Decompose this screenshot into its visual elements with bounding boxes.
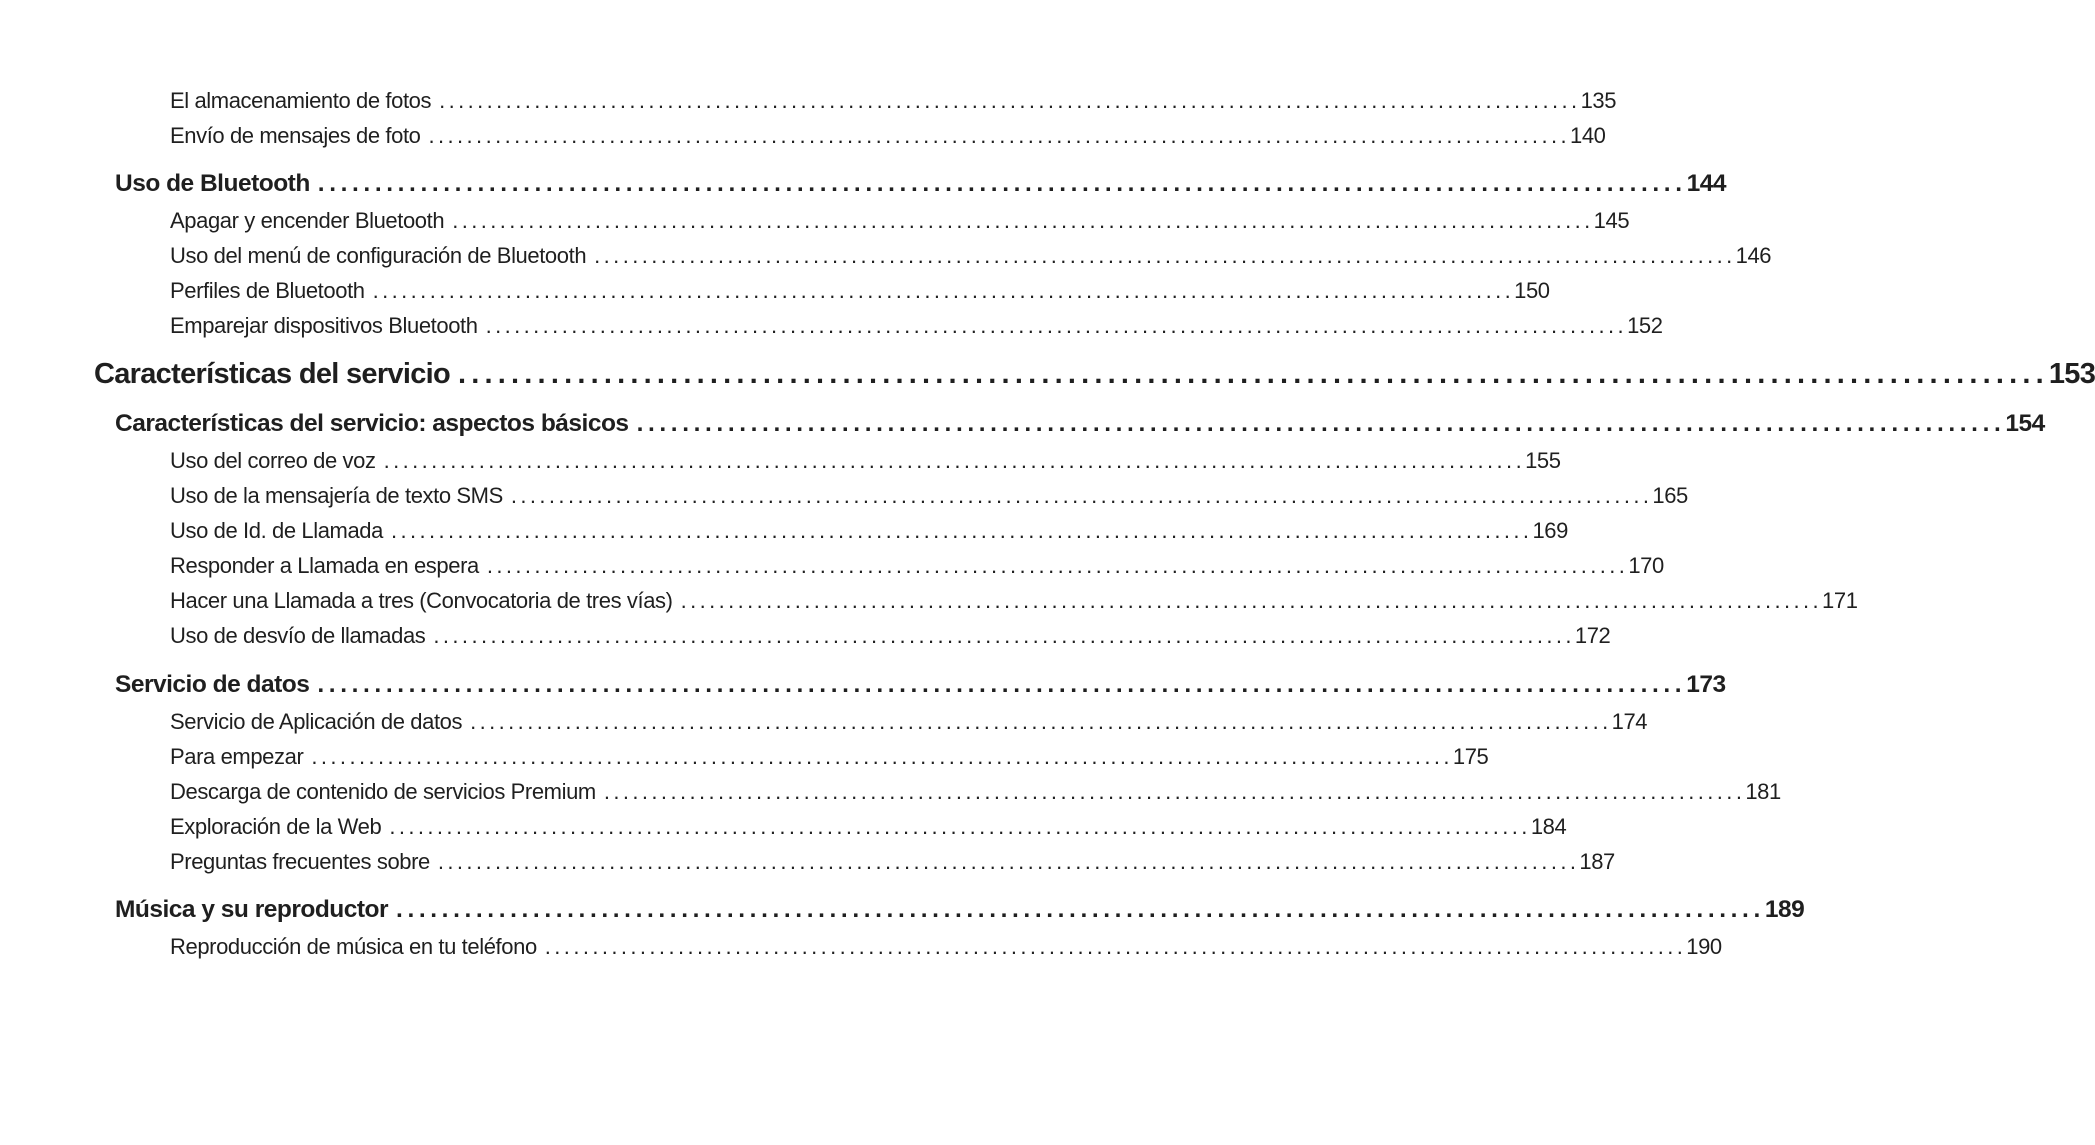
dot-leader: ........................................................................................................................ bbox=[486, 553, 1629, 578]
toc-entry-title: Responder a Llamada en espera bbox=[170, 553, 479, 578]
toc-section-title: Servicio de datos bbox=[115, 671, 310, 698]
dot-leader: ........................................................................................................................ bbox=[433, 623, 1575, 648]
toc-section-title: Uso de Bluetooth bbox=[115, 170, 310, 197]
toc-entry-page: 146 bbox=[1735, 243, 1772, 268]
dot-leader: ........................................................................................................................ bbox=[390, 518, 1533, 543]
toc-entry-page: 171 bbox=[1822, 588, 1858, 613]
dot-leader: ........................................................................................................................ bbox=[389, 814, 1531, 839]
toc-entry-title: Uso de la mensajería de texto SMS bbox=[170, 483, 503, 508]
toc-entry-page: 165 bbox=[1652, 483, 1688, 508]
toc-entry[interactable] bbox=[170, 744, 1489, 770]
toc-entry-title: Reproducción de música en tu teléfono bbox=[170, 934, 537, 959]
dot-leader: ........................................................................................................................ bbox=[594, 243, 1736, 268]
toc-entry[interactable] bbox=[170, 243, 1772, 269]
toc-entry[interactable] bbox=[170, 483, 1688, 509]
dot-leader: ........................................................................................................................ bbox=[396, 896, 1765, 923]
toc-section-page: 154 bbox=[2005, 410, 2045, 437]
toc-entry-title: Exploración de la Web bbox=[170, 814, 382, 839]
toc-chapter-page: 153 bbox=[2048, 358, 2095, 390]
dot-leader: ........................................................................................................................ bbox=[470, 709, 1612, 734]
toc-entry-title: Perfiles de Bluetooth bbox=[170, 278, 365, 303]
dot-leader: ........................................................................................................................ bbox=[317, 170, 1687, 197]
dot-leader: ........................................................................................................................ bbox=[311, 744, 1453, 769]
toc-entry[interactable] bbox=[170, 208, 1630, 234]
toc-section-page: 144 bbox=[1686, 170, 1727, 197]
dot-leader: ........................................................................................................................ bbox=[439, 88, 1581, 113]
toc-entry-page: 145 bbox=[1593, 208, 1630, 233]
dot-leader: ........................................................................................................................ bbox=[317, 671, 1687, 698]
toc-entry[interactable] bbox=[170, 123, 1606, 149]
toc-entry-page: 169 bbox=[1532, 518, 1568, 543]
dot-leader: ........................................................................................................................ bbox=[437, 849, 1580, 874]
dot-leader: ........................................................................................................................ bbox=[372, 278, 1515, 303]
toc-entry-title: Descarga de contenido de servicios Premium bbox=[170, 779, 596, 804]
toc-entry-page: 140 bbox=[1569, 123, 1606, 148]
toc-entry-title: Preguntas frecuentes sobre bbox=[170, 849, 430, 874]
toc-entry[interactable] bbox=[170, 518, 1568, 544]
dot-leader: ........................................................................................................................ bbox=[428, 123, 1570, 148]
toc-section-title: Música y su reproductor bbox=[115, 896, 389, 923]
toc-entry-page: 181 bbox=[1745, 779, 1781, 804]
toc-section[interactable] bbox=[115, 671, 1726, 699]
toc-entry-title: Emparejar dispositivos Bluetooth bbox=[170, 313, 478, 338]
toc-entry-title: Uso de Id. de Llamada bbox=[170, 518, 383, 543]
toc-entry[interactable] bbox=[170, 849, 1615, 875]
toc-entry[interactable] bbox=[170, 313, 1663, 339]
toc-entry-page: 175 bbox=[1452, 744, 1489, 769]
toc-entry[interactable] bbox=[170, 623, 1611, 649]
toc-entry-page: 150 bbox=[1514, 278, 1550, 303]
toc-entry-page: 155 bbox=[1525, 448, 1561, 473]
toc-entry-title: Uso de desvío de llamadas bbox=[170, 623, 426, 648]
toc-entry-page: 187 bbox=[1579, 849, 1615, 874]
dot-leader: ........................................................................................................................ bbox=[603, 779, 1746, 804]
toc-section[interactable] bbox=[115, 170, 1727, 198]
dot-leader: ........................................................................................................................ bbox=[510, 483, 1653, 508]
toc-entry-page: 190 bbox=[1686, 934, 1722, 959]
toc-section-page: 173 bbox=[1686, 671, 1726, 698]
toc-entry[interactable] bbox=[170, 709, 1648, 735]
dot-leader: ........................................................................................................................ bbox=[458, 358, 2049, 390]
toc-entry-page: 172 bbox=[1574, 623, 1611, 648]
toc-section[interactable] bbox=[115, 410, 2045, 438]
toc-entry-title: El almacenamiento de fotos bbox=[170, 88, 432, 113]
toc-entry-page: 170 bbox=[1628, 553, 1664, 578]
toc-entry[interactable] bbox=[170, 588, 1858, 614]
toc-entry-title: Uso del menú de configuración de Bluetooth bbox=[170, 243, 587, 268]
toc-entry-page: 184 bbox=[1530, 814, 1567, 839]
toc-entry[interactable] bbox=[170, 553, 1664, 579]
toc-entry[interactable] bbox=[170, 779, 1781, 805]
dot-leader: ........................................................................................................................ bbox=[383, 448, 1526, 473]
toc-entry-title: Uso del correo de voz bbox=[170, 448, 376, 473]
dot-leader: ........................................................................................................................ bbox=[680, 588, 1823, 613]
toc-entry-title: Para empezar bbox=[170, 744, 304, 769]
toc-entry-title: Envío de mensajes de foto bbox=[170, 123, 421, 148]
toc-entry-page: 152 bbox=[1627, 313, 1663, 338]
toc-section-title: Características del servicio: aspectos básicos bbox=[115, 410, 629, 437]
toc-entry-page: 174 bbox=[1611, 709, 1648, 734]
toc-entry[interactable] bbox=[170, 448, 1561, 474]
dot-leader: ........................................................................................................................ bbox=[636, 410, 2006, 437]
toc-entry[interactable] bbox=[170, 278, 1550, 304]
toc-section[interactable] bbox=[115, 896, 1805, 924]
toc-entry[interactable] bbox=[170, 934, 1722, 960]
toc-entry-title: Servicio de Aplicación de datos bbox=[170, 709, 463, 734]
toc-entry[interactable] bbox=[170, 814, 1567, 840]
toc-section-page: 189 bbox=[1764, 896, 1805, 923]
dot-leader: ........................................................................................................................ bbox=[544, 934, 1687, 959]
toc-entry-page: 135 bbox=[1580, 88, 1617, 113]
toc-chapter[interactable] bbox=[94, 358, 2095, 391]
toc-entry-title: Apagar y encender Bluetooth bbox=[170, 208, 445, 233]
toc-entry[interactable] bbox=[170, 88, 1617, 114]
toc-entry-title: Hacer una Llamada a tres (Convocatoria de tres vías) bbox=[170, 588, 673, 613]
dot-leader: ........................................................................................................................ bbox=[485, 313, 1628, 338]
dot-leader: ........................................................................................................................ bbox=[452, 208, 1594, 233]
toc-chapter-title: Características del servicio bbox=[94, 358, 451, 390]
